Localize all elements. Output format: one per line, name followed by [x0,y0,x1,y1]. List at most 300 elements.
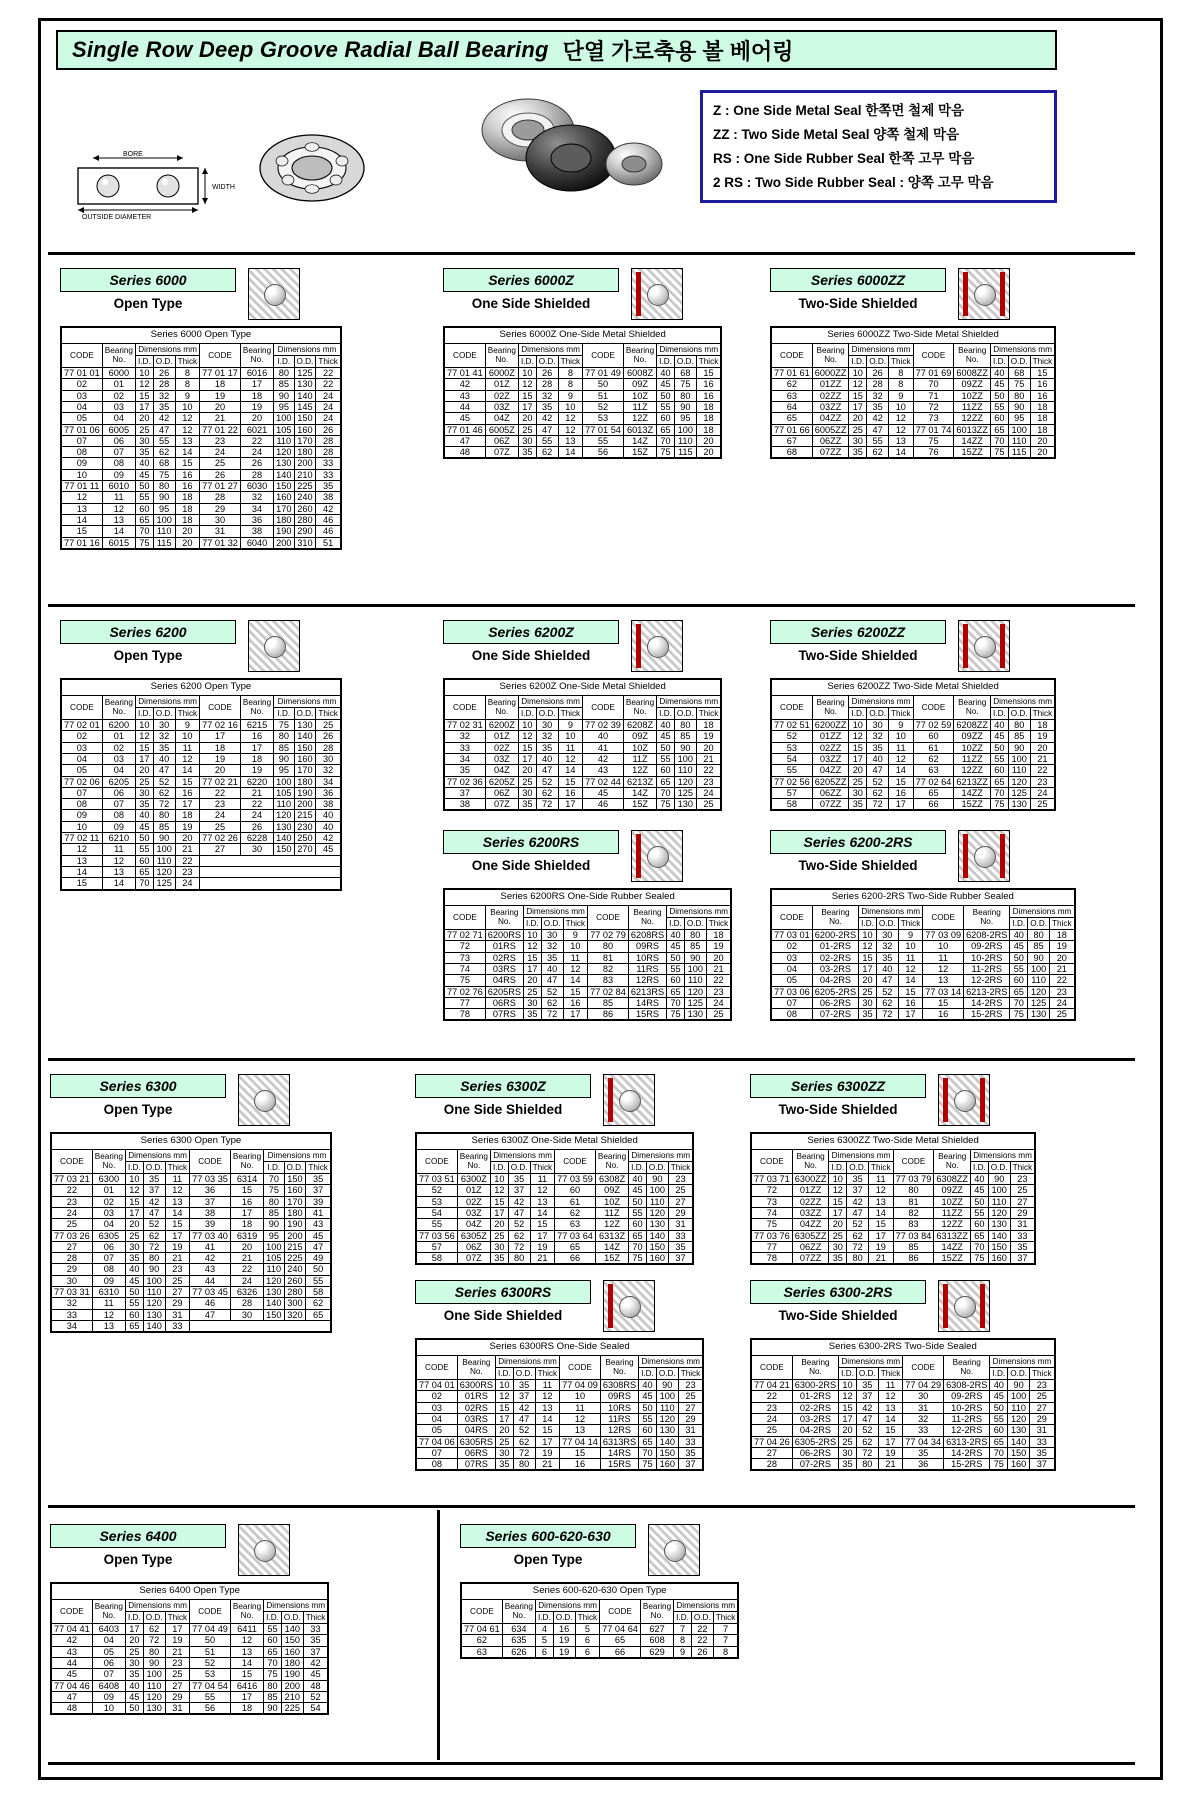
header-thick: Thick [696,355,721,367]
cell-id: 15 [136,742,154,753]
cell-code: 63 [555,1219,596,1230]
cell-thick: 9 [558,390,583,401]
table-row [52,1298,331,1309]
cell-bearing-no: 11ZZ [934,1208,971,1219]
cell-id: 45 [991,731,1009,742]
table-row [772,731,1055,742]
cell-id: 6 [536,1646,554,1657]
header-bearing-no: Bearing No. [812,695,849,719]
spec-table [51,1133,331,1332]
header-od: O.D. [1028,917,1050,929]
header-bearing-no: Bearing No. [485,343,518,367]
ball-icon [647,284,669,306]
cell-id: 55 [629,1208,647,1219]
cell-id: 45 [136,469,154,480]
cell-code: 10 [62,469,103,480]
cell-id: 50 [657,390,675,401]
cell-od: 110 [674,765,696,776]
cell-od: 90 [153,833,175,844]
cell-bearing-no: 14 [102,526,135,537]
cell-code: 77 04 49 [190,1624,231,1635]
cell-id: 60 [657,413,675,424]
cell-id: 55 [1010,964,1028,975]
cell-thick: 24 [1050,997,1075,1008]
cell-thick: 14 [175,765,200,776]
table-row [417,1402,703,1413]
cell-code: 12 [62,492,103,503]
cell-id: 65 [667,986,685,997]
cell-id: 75 [629,1253,647,1264]
cell-code: 77 02 01 [62,720,103,731]
cell-id: 60 [991,765,1009,776]
cell-code: 74 [752,1208,793,1219]
header-od: O.D. [988,1161,1010,1173]
cell-od: 140 [294,731,316,742]
cell-od: 35 [847,1174,869,1185]
cell-code: 45 [52,1669,93,1680]
cell-bearing-no: 15ZZ [934,1253,971,1264]
header-thick: Thick [1030,707,1055,719]
cell-id: 150 [274,844,294,855]
series-header [770,268,1100,320]
cell-thick: 18 [1030,402,1055,413]
cell-code: 07 [417,1447,458,1458]
cell-bearing-no: 6021 [240,424,273,435]
cell-od: 62 [876,997,898,1008]
cell-thick: 15 [878,1425,903,1436]
cell-od: 130 [143,1703,165,1714]
cell-od: 22 [691,1624,713,1635]
cell-od: 52 [867,776,889,787]
cell-bearing-no: 07Z [485,447,518,458]
cell-code: 33 [903,1425,944,1436]
cell-code: 63 [913,765,954,776]
cell-thick: 10 [563,941,588,952]
cell-code: 13 [62,503,103,514]
cell-bearing-no: 14Z [623,787,656,798]
cell-thick: 16 [1030,379,1055,390]
header-dimensions: Dimensions mm [126,1599,190,1611]
cell-code: 77 [752,1241,793,1252]
cell-thick: 27 [165,1287,190,1298]
cell-id: 17 [491,1208,509,1219]
table-row [772,787,1055,798]
header-id: I.D. [839,1367,857,1379]
cell-bearing-no: 05 [92,1646,125,1657]
cell-bearing-no: 6213Z [623,776,656,787]
cell-od: 110 [143,1287,165,1298]
table-row [52,1703,328,1714]
table-row [62,799,341,810]
cell-thick: 46 [316,514,341,525]
cell-thick: 15 [175,776,200,787]
cell-id: 15 [839,1402,857,1413]
cell-od: 35 [513,1380,535,1391]
header-code: CODE [903,1355,944,1379]
cell-thick: 19 [706,941,731,952]
table-caption: Series 6200ZZ Two-Side Metal Shielded [772,680,1055,696]
header-code: CODE [560,1355,601,1379]
cell-bearing-no: 6205ZZ [812,776,849,787]
header-thick: Thick [889,707,914,719]
series-header [60,268,410,320]
cell-od: 160 [646,1253,668,1264]
cell-bearing-no: 18 [240,390,273,401]
cell-code: 77 [445,997,486,1008]
cell-od: 170 [294,435,316,446]
cell-od: 80 [153,810,175,821]
header-dimensions: Dimensions mm [264,1599,328,1611]
cell-id: 60 [639,1425,657,1436]
cell-id: 105 [264,1253,284,1264]
cell-bearing-no: 04Z [485,413,518,424]
cell-bearing-no: 01 [102,731,135,742]
table-row [772,964,1075,975]
cell-thick: 16 [558,787,583,798]
cell-bearing-no: 06RS [485,997,523,1008]
cell-od: 90 [1008,402,1030,413]
cell-thick: 23 [175,866,200,877]
cell-code: 77 01 61 [772,368,813,379]
cell-code: 50 [190,1635,231,1646]
cell-bearing-no: 02Z [485,742,518,753]
cell-od: 170 [284,1196,306,1207]
header-code: CODE [52,1599,93,1623]
cell-code: 60 [555,1185,596,1196]
cell-id: 45 [657,731,675,742]
cell-bearing-no: 6326 [230,1287,263,1298]
cell-od: 35 [536,402,558,413]
header-code: CODE [772,695,813,719]
cell-od: 72 [508,1241,530,1252]
cell-thick: 10 [558,402,583,413]
cell-code: 77 02 11 [62,833,103,844]
cell-code: 77 02 06 [62,776,103,787]
cell-bearing-no: 15-2RS [964,1009,1010,1020]
cell-code: 25 [200,821,241,832]
cell-id: 50 [991,742,1009,753]
cell-code: 77 03 59 [555,1174,596,1185]
cell-id: 95 [274,765,294,776]
cell-bearing-no: 26 [240,458,273,469]
cell-thick: 27 [668,1196,693,1207]
cell-id: 30 [136,435,154,446]
cell-thick: 19 [878,1447,903,1458]
cell-od: 22 [691,1635,713,1646]
spec-table-wrapper [415,1132,694,1265]
cell-od: 80 [1008,390,1030,401]
series-block [415,1074,735,1270]
table-header-row-1 [52,1149,331,1161]
cell-code: 23 [752,1402,793,1413]
cell-od: 19 [553,1646,575,1657]
header-dimensions: Dimensions mm [519,343,583,355]
header-id: I.D. [136,355,154,367]
cell-od: 80 [1008,720,1030,731]
cell-bearing-no: 635 [502,1635,535,1646]
cell-thick: 19 [696,731,721,742]
cell-code: 02 [62,731,103,742]
header-code: CODE [588,905,629,929]
table-row [52,1635,328,1646]
header-bearing-no: Bearing No. [240,343,273,367]
cell-bearing-no: 30 [240,844,273,855]
cell-bearing-no: 6200-2RS [812,930,858,941]
cell-code: 34 [52,1320,93,1331]
header-dimensions: Dimensions mm [674,1599,738,1611]
cell-thick: 16 [175,469,200,480]
cell-id: 40 [136,458,154,469]
cell-thick: 18 [175,810,200,821]
cell-bearing-no: 6215 [240,720,273,731]
cell-bearing-no: 6300-2RS [792,1380,838,1391]
cell-thick: 32 [316,765,341,776]
series-subtitle: One Side Shielded [471,296,591,311]
cell-od: 80 [513,1459,535,1470]
table-row [445,424,721,435]
cell-bearing-no: 6213ZZ [954,776,991,787]
cell-bearing-no: 19 [240,765,273,776]
cell-thick: 17 [530,1230,555,1241]
cell-od: 35 [153,402,175,413]
cell-thick: 14 [530,1208,555,1219]
table-row [752,1174,1035,1185]
cell-od: 90 [153,492,175,503]
series-header [750,1074,1095,1126]
cell-thick: 28 [316,447,341,458]
table-row [62,855,341,866]
cell-id: 35 [491,1253,509,1264]
header-bearing-no: Bearing No. [485,695,518,719]
cell-thick: 49 [306,1253,331,1264]
cell-bearing-no: 6200RS [485,930,523,941]
cell-thick: 15 [558,776,583,787]
cell-code: 44 [52,1658,93,1669]
cell-od: 68 [1008,368,1030,379]
cell-id: 45 [991,379,1009,390]
bearing-thumbnail [603,1074,655,1126]
cell-id: 120 [264,1275,284,1286]
cell-empty [200,855,341,866]
svg-text:BORE: BORE [123,151,143,158]
cell-thick: 40 [316,821,341,832]
cell-thick: 25 [706,1009,731,1020]
table-row [772,799,1055,810]
cell-thick: 33 [316,469,341,480]
table-caption-row [772,328,1055,344]
cell-thick: 13 [535,1402,560,1413]
header-id: I.D. [639,1367,657,1379]
cell-thick: 20 [1030,447,1055,458]
header-thick: Thick [303,1611,328,1623]
cell-bearing-no: 04 [102,765,135,776]
cell-id: 10 [523,930,541,941]
cell-od: 47 [867,424,889,435]
cell-bearing-no: 03ZZ [792,1208,829,1219]
series-header [443,268,763,320]
cell-bearing-no: 02ZZ [812,742,849,753]
cell-id: 55 [126,1298,144,1309]
cell-id: 17 [136,754,154,765]
cell-id: 130 [274,458,294,469]
cell-code: 77 03 21 [52,1174,93,1185]
cell-thick: 16 [563,997,588,1008]
cell-code: 77 04 61 [462,1624,503,1635]
cell-od: 30 [541,930,563,941]
cell-id: 70 [991,435,1009,446]
cell-thick: 31 [165,1309,190,1320]
spec-table [751,1133,1035,1264]
cell-thick: 10 [889,402,914,413]
cell-code: 13 [560,1425,601,1436]
table-row [62,821,341,832]
cell-thick: 13 [878,1402,903,1413]
cell-od: 52 [143,1219,165,1230]
header-dimensions: Dimensions mm [829,1149,893,1161]
cell-id: 40 [629,1174,647,1185]
cell-od: 90 [684,952,706,963]
cell-code: 55 [190,1691,231,1702]
table-caption-row [417,1340,703,1356]
bearing-thumbnail [238,1074,290,1126]
cell-id: 30 [126,1658,144,1669]
cell-od: 210 [294,469,316,480]
cell-thick: 14 [165,1208,190,1219]
series-badge: Series 6000Z [443,268,619,292]
cell-bearing-no: 02RS [457,1402,495,1413]
cell-code: 15 [560,1447,601,1458]
cell-thick: 31 [668,1219,693,1230]
cell-thick: 9 [889,390,914,401]
cell-code: 36 [903,1459,944,1470]
table-caption-row [417,1134,693,1150]
cell-id: 15 [849,742,867,753]
spec-table-wrapper [460,1582,739,1659]
header-bearing-no: Bearing No. [812,905,858,929]
cell-od: 90 [143,1264,165,1275]
cell-code: 38 [445,799,486,810]
spec-table [444,889,731,1020]
series-subtitle: Two-Side Shielded [778,1102,898,1117]
cell-od: 62 [536,787,558,798]
cell-bearing-no: 626 [502,1646,535,1657]
table-row [52,1174,331,1185]
cell-code: 19 [200,754,241,765]
header-bearing-no: Bearing No. [502,1599,535,1623]
series-badge: Series 6200-2RS [770,830,946,854]
cell-thick: 13 [530,1196,555,1207]
cell-thick: 33 [303,1624,328,1635]
cell-bearing-no: 6205-2RS [812,986,858,997]
table-caption: Series 6300ZZ Two-Side Metal Shielded [752,1134,1035,1150]
table-row [417,1459,703,1470]
cell-thick: 33 [1010,1230,1035,1241]
cell-code: 76 [913,447,954,458]
cell-code: 65 [600,1635,641,1646]
cell-code: 20 [200,402,241,413]
cell-bearing-no: 14Z [595,1241,628,1252]
header-thick: Thick [889,355,914,367]
cell-id: 75 [657,447,675,458]
cell-id: 5 [536,1635,554,1646]
header-bearing-no: Bearing No. [240,695,273,719]
table-row [52,1309,331,1320]
cell-thick: 20 [1030,742,1055,753]
cell-thick: 20 [1050,952,1075,963]
header-code: CODE [600,1599,641,1623]
cell-code: 32 [52,1298,93,1309]
table-row [445,435,721,446]
cell-id: 4 [536,1624,554,1635]
cell-od: 85 [1028,941,1050,952]
cell-id: 75 [136,537,154,548]
cell-bearing-no: 03-2RS [792,1414,838,1425]
series-badge: Series 6300RS [415,1280,591,1304]
cell-od: 26 [867,368,889,379]
cell-od: 290 [294,526,316,537]
cell-code: 12 [923,964,964,975]
cell-id: 85 [274,742,294,753]
ball-icon [264,284,286,306]
cell-code: 63 [462,1646,503,1657]
cell-code: 05 [417,1425,458,1436]
cell-id: 10 [136,368,154,379]
series-block [60,620,410,896]
cell-od: 160 [294,754,316,765]
cell-bearing-no: 13 [230,1646,263,1657]
cell-id: 15 [523,952,541,963]
cell-bearing-no: 38 [240,526,273,537]
cell-id: 30 [859,997,877,1008]
cell-id: 40 [126,1264,144,1275]
cell-bearing-no: 6008Z [623,368,656,379]
cell-od: 52 [847,1219,869,1230]
cell-thick: 15 [898,986,923,997]
cell-thick: 14 [535,1414,560,1425]
cell-od: 170 [294,765,316,776]
cell-bearing-no: 28 [230,1298,263,1309]
cell-id: 30 [519,787,537,798]
cell-code: 81 [588,952,629,963]
table-caption-row [62,680,341,696]
header-id: I.D. [859,917,877,929]
ball-icon [954,1090,976,1112]
table-row [752,1414,1055,1425]
cell-od: 180 [284,1208,306,1219]
cell-bearing-no: 04ZZ [792,1219,829,1230]
cell-od: 110 [646,1196,668,1207]
header-thick: Thick [869,1161,894,1173]
cell-code: 77 01 16 [62,537,103,548]
cell-thick: 28 [316,435,341,446]
page-title-english: Single Row Deep Groove Radial Ball Bearing [72,37,549,62]
header-bearing-no: Bearing No. [230,1599,263,1623]
cell-thick: 29 [668,1208,693,1219]
cell-code: 77 02 36 [445,776,486,787]
cell-bearing-no: 6300ZZ [792,1174,829,1185]
header-od: O.D. [646,1161,668,1173]
cell-thick: 52 [303,1691,328,1702]
cell-code: 82 [893,1208,934,1219]
table-row [772,776,1055,787]
cell-bearing-no: 28 [240,469,273,480]
cell-id: 35 [519,447,537,458]
cell-thick: 37 [1010,1253,1035,1264]
cell-od: 130 [294,379,316,390]
cell-code: 08 [62,799,103,810]
cell-bearing-no: 627 [640,1624,673,1635]
cell-od: 28 [153,379,175,390]
